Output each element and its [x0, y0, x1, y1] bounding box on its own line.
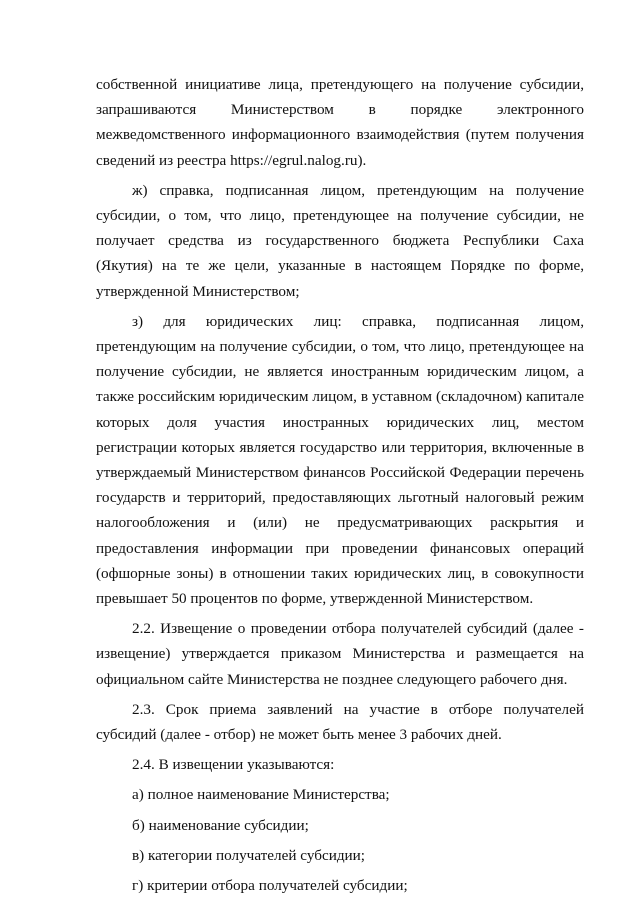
requirements-list — [96, 782, 584, 898]
list-item: б) наименование субсидии; — [132, 816, 309, 834]
list-item: а) полное наименование Министерства; — [132, 786, 390, 804]
paragraph-continuation: собственной инициативе лица, претендующего на получение субсидии, запрашиваются Министерством в порядке электронного межведомственного информационного взаимодействия (путем получения сведений из реестра https://egrul.nalog.ru). — [96, 76, 584, 169]
list-item: в) категории получателей субсидии; — [132, 846, 366, 864]
paragraph-item-z: з) для юридических лиц: справка, подписанная лицом, претендующим на получение субсидии, о том, что лицо, претендующее на получение субсидии, не является иностранным юридическим лицом, а также российским юридическим лицом, в уставном (складочном) капитале которых доля участия иностранных юридических лиц, местом регистрации которых является государство или территория, включенные в утверждаемый Министерством финансов Российской Федерации перечень государств и территорий, предоставляющих льготный налоговый режим налогообложения и (или) не предусматривающих раскрытия и предоставления информации при проведении финансовых операций (офшорные зоны) в отношении таких юридических лиц, в совокупности превышает 50 процентов по форме, утвержденной Министерством. — [96, 312, 584, 608]
paragraph-2-3: 2.3. Срок приема заявлений на участие в отборе получателей субсидий (далее - отбор) не может быть менее 3 рабочих дней. — [96, 700, 584, 744]
list-item: г) критерии отбора получателей субсидии; — [132, 877, 408, 895]
paragraph-2-4: 2.4. В извещении указываются: — [132, 756, 335, 774]
paragraph-item-zh: ж) справка, подписанная лицом, претендующим на получение субсидии, о том, что лицо, претендующее на получение субсидии, не получает средства из государственного бюджета Республики Саха (Якутия) на те же цели, указанные в настоящем Порядке по форме, утвержденной Министерством; — [96, 181, 584, 300]
paragraph-2-2: 2.2. Извещение о проведении отбора получателей субсидий (далее - извещение) утверждается приказом Министерства и размещается на официальном сайте Министерства не позднее следующего рабочего дня. — [96, 620, 584, 688]
